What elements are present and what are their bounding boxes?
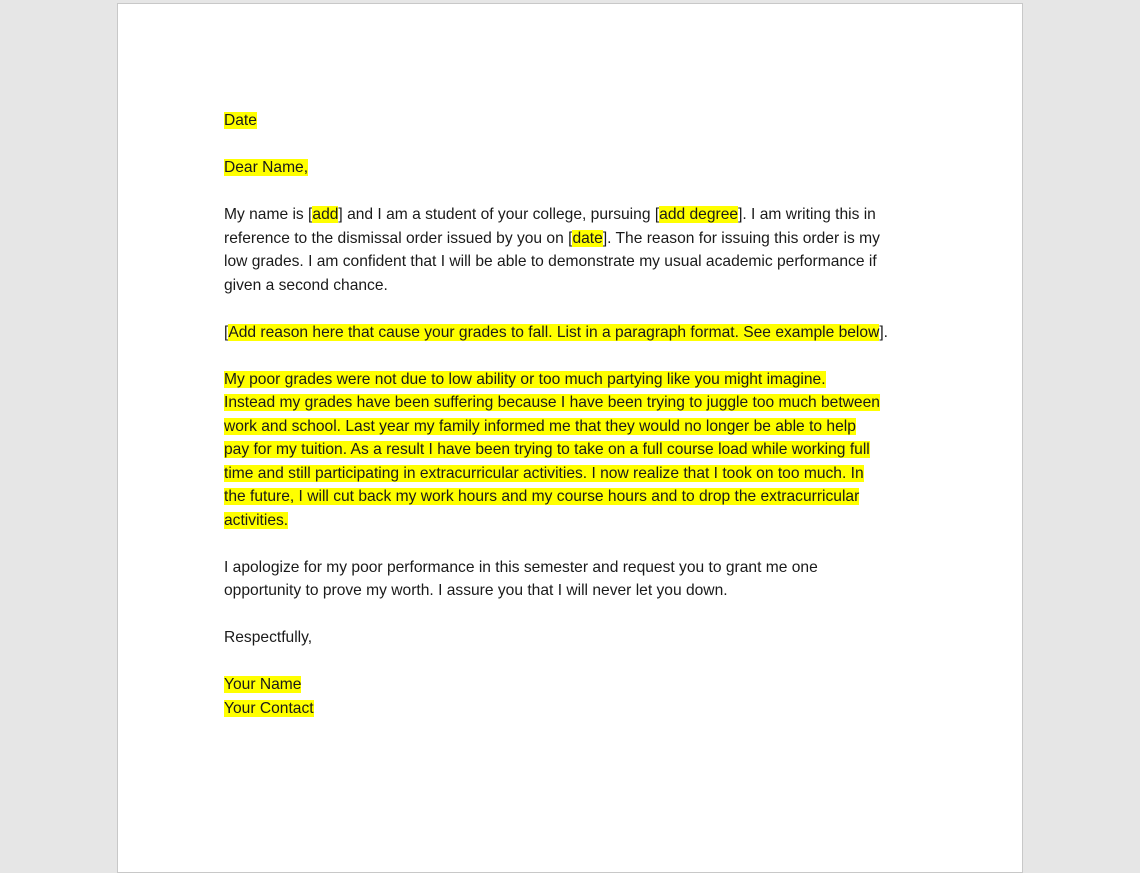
signature-contact: Your Contact <box>224 699 314 717</box>
intro-paragraph <box>224 203 924 297</box>
name-placeholder: add <box>312 206 339 223</box>
document-page <box>117 3 1023 873</box>
example-line <box>224 509 924 533</box>
intro-text: ]. The reason for issuing this order is my <box>602 229 880 247</box>
apology-paragraph <box>224 556 924 603</box>
date-paragraph <box>224 109 924 133</box>
intro-line <box>224 227 924 251</box>
closing-paragraph <box>224 626 924 650</box>
instruction-bracket: [ <box>224 323 229 341</box>
intro-line <box>224 203 924 227</box>
salutation: Dear Name, <box>224 159 309 176</box>
example-paragraph <box>224 368 924 533</box>
intro-text: reference to the dismissal order issued by you on [ <box>224 229 573 247</box>
example-line <box>224 368 924 392</box>
example-line <box>224 438 924 462</box>
signature-line <box>224 697 924 721</box>
intro-text: My name is [ <box>224 206 313 223</box>
closing: Respectfully, <box>224 629 313 646</box>
signature-name: Your Name <box>224 676 302 693</box>
apology-line: I apologize for my poor performance in this semester and request you to grant me one <box>224 558 818 576</box>
date-placeholder: Date <box>224 112 257 129</box>
example-text: time and still participating in extracurricular activities. I now realize that I took on too much. In <box>224 464 864 482</box>
example-line <box>224 415 924 439</box>
intro-line: given a second chance. <box>224 276 388 294</box>
example-text: pay for my tuition. As a result I have been trying to take on a full course load while working full <box>224 441 870 458</box>
degree-placeholder: add degree <box>659 206 739 223</box>
example-line <box>224 391 924 415</box>
signature-line <box>224 673 924 697</box>
example-line <box>224 462 924 486</box>
letter-body[interactable] <box>224 109 924 744</box>
instruction-paragraph <box>224 321 924 345</box>
example-text: Instead my grades have been suffering because I have been trying to juggle too much between <box>224 394 880 411</box>
signature-block <box>224 673 924 720</box>
instruction-bracket: ]. <box>879 323 889 341</box>
intro-text: ] and I am a student of your college, pursuing [ <box>338 206 660 223</box>
example-text: work and school. Last year my family informed me that they would no longer be able to help <box>224 417 856 435</box>
example-text: the future, I will cut back my work hours and my course hours and to drop the extracurricular <box>224 488 860 505</box>
order-date-placeholder: date <box>572 229 603 247</box>
salutation-paragraph <box>224 156 924 180</box>
intro-line: low grades. I am confident that I will be able to demonstrate my usual academic performance if <box>224 253 877 270</box>
apology-line: opportunity to prove my worth. I assure you that I will never let you down. <box>224 582 728 599</box>
example-text: activities. <box>224 511 289 529</box>
instruction-line <box>224 321 924 345</box>
instruction-text: Add reason here that cause your grades to fall. List in a paragraph format. See example below <box>228 323 880 341</box>
example-line <box>224 485 924 509</box>
intro-text: ]. I am writing this in <box>738 206 876 223</box>
example-text: My poor grades were not due to low ability or too much partying like you might imagine. <box>224 370 826 388</box>
